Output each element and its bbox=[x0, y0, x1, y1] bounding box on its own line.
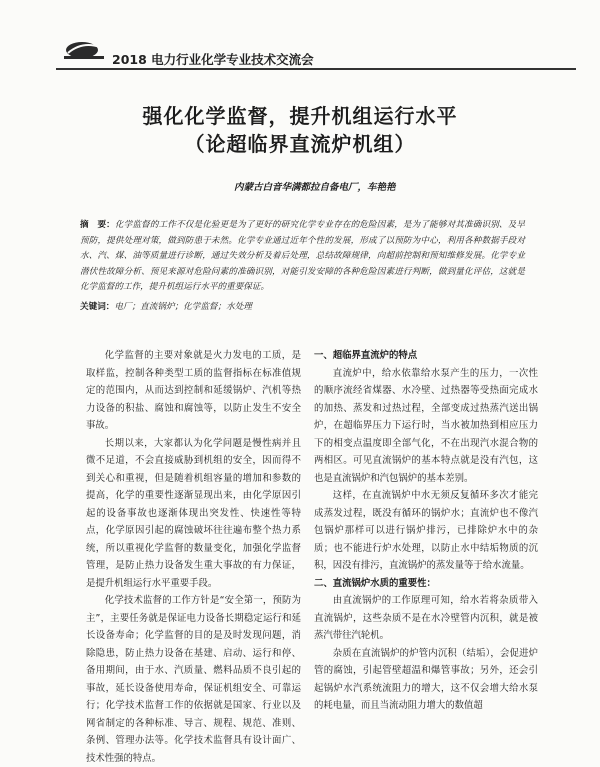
body-paragraph: 杂质在直流锅炉的炉管内沉积（结垢），会促进炉管的腐蚀，引起管壁超温和爆管事故；另外，还会引起锅炉水汽系统流阻力的增大，这不仅会增大给水泵的耗电量，而且当流动阻力增大的数值超 bbox=[314, 647, 538, 711]
conference-title: 2018 电力行业化学专业技术交流会 bbox=[112, 52, 314, 67]
conference-logo-icon bbox=[62, 39, 106, 61]
keywords-text: 电厂；直流锅炉；化学监督；水处理 bbox=[114, 302, 252, 312]
paper-subtitle: （论超临界直流炉机组） bbox=[184, 132, 416, 156]
abstract bbox=[80, 218, 525, 296]
page-header bbox=[56, 35, 576, 73]
body-paragraph: 长期以来，大家都认为化学问题是慢性病并且微不足道，不会直接威胁到机组的安全，因而得不到关心和重视，但是随着机组容量的增加和参数的提高，化学的重要性逐渐显现出来，由化学原因引起的设备事故也逐渐体现出突发性、快速性等特点，化学原因引起的腐蚀破坏往往遍布整个热力系统，所以重视化学监督的数量变化，加强化学监督管理，是防止热力设备发生重大事故的有力保证，是提升机组运行水平重要手段。 bbox=[86, 437, 301, 589]
abstract-text: 化学监督的工作不仅是化验更是为了更好的研究化学专业存在的危险因素，是为了能够对其准确识别、及早预防，提供处理对策，做到防患于未然。化学专业通过近年个性的发展，形成了以预防为中心，利用各种数据手段对水、汽、煤、油等质量进行诊断，通过失效分析及着后处理，总结故障规律，向超前控制和预知维修发展。化学专业潜伏性故障分析、预见来源对危险问素的准确识别，对能引发安障的各种危险因素进行判断，做到量化评估，这就是化学监督的工作，提升机组运行水平的重要保证。 bbox=[80, 220, 525, 293]
section-heading: 二、直流锅炉水质的重要性： bbox=[314, 577, 436, 589]
paper-title: 强化化学监督，提升机组运行水平 bbox=[142, 104, 458, 128]
body-paragraph: 化学监督的主要对象就是火力发电的工质，是取样监，控制各种类型工质的监督指标在标准值规定的范围内，从而达到控制和延缓锅炉、汽机等热力设备的积盐、腐蚀和腐蚀等，以防止发生不安全事故。 bbox=[86, 350, 301, 431]
body-paragraph: 化学技术监督的工作方针是“安全第一，预防为主”，主要任务就是保证电力设备长期稳定运行和延长设备寿命；化学监督的目的是及时发现问题，消除隐患，防止热力设备在基建、启动、运行和停、备用期间，由于水、汽质量、燃料品质不良引起的事故，延长设备使用寿命，保证机组安全、可靠运行；化学技术监督工作的依据就是国家、行业以及网省制定的各种标准、导言、规程、规范、准则、条例、管理办法等。化学技术监督具有设计面广、技术性强的特点。 bbox=[86, 595, 301, 764]
header-divider bbox=[56, 68, 576, 70]
keywords-label: 关键词： bbox=[80, 302, 115, 312]
abstract-label: 摘 要： bbox=[80, 220, 115, 230]
body-paragraph: 直流炉中，给水依靠给水泵产生的压力，一次性的顺序流经省煤器、水冷壁、过热器等受热面完成水的加热、蒸发和过热过程，全部变成过热蒸汽送出锅炉，在超临界压力下运行时，当水被加热到相应压力下的相变点温度即全部气化，不在出现汽水混合物的两相区。可见直流锅炉的基本特点就是没有汽包，这也是直流锅炉和汽包锅炉的基本差别。 bbox=[314, 367, 538, 484]
right-column bbox=[314, 347, 538, 715]
body-paragraph: 这样，在直流锅炉中水无须反复循环多次才能完成蒸发过程，既没有循环的锅炉水；直流炉也不像汽包锅炉那样可以进行锅炉排污，已排除炉水中的杂质；也不能进行炉水处理，以防止水中结垢物质的沉积，因没有排污，直流锅炉的蒸发量等于给水流量。 bbox=[314, 490, 538, 571]
author-affiliation: 内蒙古白音华满都拉自备电厂，车艳艳 bbox=[234, 182, 396, 193]
left-column bbox=[86, 347, 301, 767]
body-paragraph: 由直流锅炉的工作原理可知，给水若将杂质带入直流锅炉，这些杂质不是在水冷壁管内沉积，就是被蒸汽带往汽轮机。 bbox=[314, 595, 538, 641]
section-heading: 一、超临界直流炉的特点 bbox=[314, 350, 418, 361]
keywords bbox=[80, 300, 525, 312]
